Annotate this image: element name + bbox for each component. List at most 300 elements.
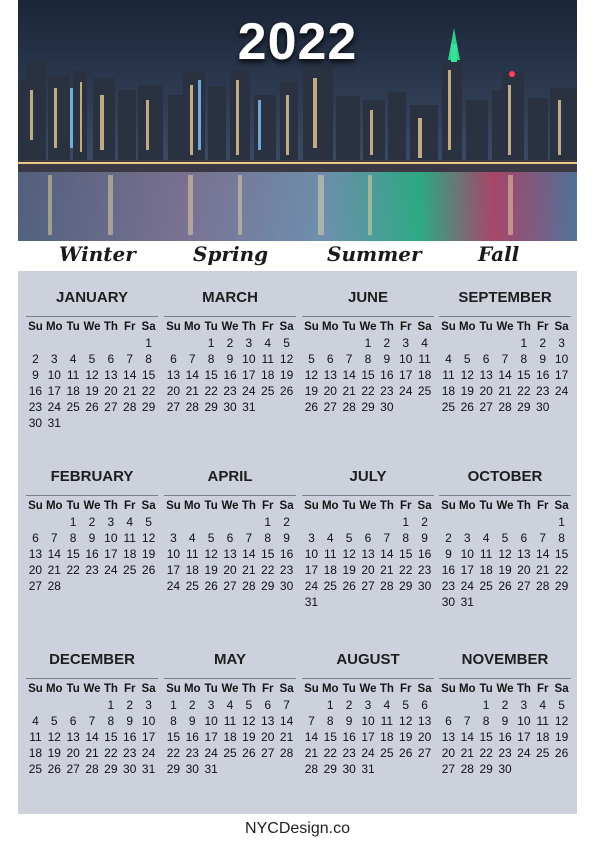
- date-cell: 27: [261, 746, 275, 760]
- date-cell: 3: [402, 336, 410, 350]
- date-cell: 28: [460, 762, 474, 776]
- date-cell: 17: [361, 730, 375, 744]
- date-cell: 1: [402, 515, 410, 529]
- date-cell: 4: [126, 515, 134, 529]
- day-header: Mo: [45, 683, 63, 695]
- date-cell: 26: [204, 579, 218, 593]
- date-cell: 5: [145, 515, 152, 529]
- day-header: Tu: [204, 321, 218, 333]
- date-cell: 26: [279, 384, 294, 398]
- date-cell: 7: [245, 531, 253, 545]
- day-header-row: [26, 495, 158, 512]
- date-cell: 3: [520, 698, 528, 712]
- date-cell: 20: [441, 746, 456, 760]
- date-cell: 21: [304, 746, 319, 760]
- date-cell: 3: [364, 698, 372, 712]
- date-cell: 9: [501, 714, 509, 728]
- day-header: Sa: [417, 683, 432, 695]
- date-cell: 24: [361, 746, 375, 760]
- date-cell: 19: [85, 384, 99, 398]
- date-cell: 12: [204, 547, 218, 561]
- date-cell: 18: [185, 563, 199, 577]
- date-cell: 20: [223, 563, 237, 577]
- date-cell: 13: [104, 368, 118, 382]
- date-cell: 4: [421, 336, 428, 350]
- date-cell: 29: [361, 400, 375, 414]
- date-cell: 20: [323, 384, 337, 398]
- day-header: Mo: [183, 683, 201, 695]
- day-header-row: [302, 495, 434, 512]
- date-cell: 19: [399, 730, 413, 744]
- date-cell: 28: [47, 579, 61, 593]
- date-cell: 5: [207, 531, 215, 545]
- day-header-row: [164, 316, 296, 333]
- date-cell: 19: [498, 563, 512, 577]
- date-cell: 29: [399, 579, 413, 593]
- date-cell: 25: [536, 746, 550, 760]
- date-cell: 9: [421, 531, 428, 545]
- date-cell: 7: [188, 352, 196, 366]
- date-cell: 1: [326, 698, 334, 712]
- date-cell: 2: [421, 515, 428, 529]
- date-cell: 31: [141, 762, 156, 776]
- date-cell: 14: [85, 730, 99, 744]
- date-cell: 18: [223, 730, 237, 744]
- day-header: Fr: [399, 321, 412, 333]
- day-header: Th: [241, 500, 256, 512]
- date-cell: 12: [498, 547, 512, 561]
- date-cell: 16: [85, 547, 99, 561]
- day-header: Mo: [321, 321, 339, 333]
- date-cell: 2: [501, 698, 509, 712]
- date-cell: 26: [304, 400, 319, 414]
- month-name: APRIL: [207, 468, 253, 485]
- date-cell: 30: [441, 595, 456, 609]
- date-cell: 10: [104, 531, 118, 545]
- day-header: Fr: [123, 500, 136, 512]
- date-cell: 28: [498, 400, 512, 414]
- date-cell: 7: [126, 352, 134, 366]
- day-header: Fr: [536, 683, 549, 695]
- date-cell: 1: [520, 336, 528, 350]
- day-header: Mo: [321, 500, 339, 512]
- day-header: Fr: [261, 500, 274, 512]
- date-cell: 27: [223, 579, 237, 593]
- day-header: Mo: [458, 321, 476, 333]
- date-cell: 15: [399, 547, 413, 561]
- date-cell: 31: [460, 595, 474, 609]
- date-cell: 10: [141, 714, 156, 728]
- day-header: Th: [516, 683, 531, 695]
- date-cell: 15: [141, 368, 156, 382]
- day-header: We: [221, 321, 239, 333]
- date-cell: 9: [188, 714, 196, 728]
- date-cell: 11: [66, 368, 80, 382]
- date-cell: 30: [536, 400, 550, 414]
- date-cell: 14: [460, 730, 474, 744]
- date-cell: 16: [279, 547, 294, 561]
- day-header: Mo: [183, 500, 201, 512]
- day-header: We: [221, 500, 239, 512]
- date-cell: 16: [342, 730, 356, 744]
- date-cell: 18: [123, 547, 137, 561]
- date-cell: 30: [342, 762, 356, 776]
- date-cell: 18: [261, 368, 275, 382]
- date-cell: 12: [279, 352, 294, 366]
- date-cell: 15: [104, 730, 118, 744]
- date-cell: 11: [186, 547, 199, 561]
- year-title: 2022: [237, 13, 358, 71]
- day-header: Th: [379, 321, 394, 333]
- date-cell: 15: [204, 368, 218, 382]
- date-cell: 26: [498, 579, 512, 593]
- day-header: Tu: [479, 500, 493, 512]
- date-cell: 19: [279, 368, 294, 382]
- date-cell: 17: [517, 730, 531, 744]
- date-cell: 9: [383, 352, 391, 366]
- date-cell: 2: [188, 698, 196, 712]
- day-header: Sa: [417, 321, 432, 333]
- day-header: Th: [379, 500, 394, 512]
- date-cell: 7: [308, 714, 315, 728]
- day-header: Sa: [141, 683, 156, 695]
- date-cell: 8: [326, 714, 334, 728]
- date-cell: 24: [204, 746, 218, 760]
- date-cell: 2: [126, 698, 134, 712]
- date-cell: 22: [166, 746, 181, 760]
- date-cell: 11: [442, 368, 455, 382]
- date-cell: 1: [145, 336, 152, 350]
- date-cell: 10: [242, 352, 256, 366]
- date-cell: 20: [417, 730, 432, 744]
- day-header: Sa: [554, 683, 569, 695]
- date-cell: 27: [166, 400, 181, 414]
- date-cell: 4: [539, 698, 547, 712]
- date-cell: 24: [47, 400, 61, 414]
- date-cell: 29: [141, 400, 156, 414]
- date-cell: 10: [166, 547, 181, 561]
- day-header: Th: [516, 321, 531, 333]
- date-cell: 13: [261, 714, 275, 728]
- day-header-row: [302, 316, 434, 333]
- date-cell: 22: [479, 746, 493, 760]
- date-cell: 30: [28, 416, 43, 430]
- date-cell: 8: [364, 352, 372, 366]
- date-cell: 15: [166, 730, 181, 744]
- day-header: Sa: [279, 683, 294, 695]
- day-header: Th: [103, 500, 118, 512]
- day-header: Sa: [279, 500, 294, 512]
- date-cell: 2: [88, 515, 96, 529]
- date-cell: 18: [28, 746, 43, 760]
- date-cell: 4: [226, 698, 234, 712]
- date-cell: 1: [482, 698, 490, 712]
- date-cell: 16: [223, 368, 237, 382]
- date-cell: 16: [417, 547, 432, 561]
- date-cell: 26: [141, 563, 156, 577]
- date-cell: 18: [479, 563, 493, 577]
- date-cell: 29: [517, 400, 531, 414]
- date-cell: 12: [47, 730, 61, 744]
- day-header: Fr: [536, 500, 549, 512]
- date-cell: 14: [536, 547, 550, 561]
- date-cell: 16: [123, 730, 137, 744]
- date-cell: 11: [380, 714, 394, 728]
- date-cell: 12: [342, 547, 356, 561]
- date-cell: 8: [520, 352, 528, 366]
- month-name: JUNE: [347, 289, 388, 306]
- date-cell: 30: [498, 762, 512, 776]
- date-cell: 26: [554, 746, 569, 760]
- date-cell: 8: [69, 531, 77, 545]
- date-cell: 21: [380, 563, 394, 577]
- date-cell: 15: [479, 730, 493, 744]
- date-cell: 31: [304, 595, 319, 609]
- date-cell: 28: [279, 746, 294, 760]
- date-cell: 26: [460, 400, 474, 414]
- date-cell: 11: [324, 547, 337, 561]
- date-cell: 13: [166, 368, 181, 382]
- day-header: Sa: [141, 321, 156, 333]
- date-cell: 16: [185, 730, 199, 744]
- date-cell: 6: [69, 714, 77, 728]
- day-header: Mo: [321, 683, 339, 695]
- date-cell: 12: [242, 714, 256, 728]
- date-cell: 29: [261, 579, 275, 593]
- date-cell: 31: [361, 762, 375, 776]
- day-header: Fr: [261, 321, 274, 333]
- date-cell: 23: [498, 746, 512, 760]
- day-header: We: [221, 683, 239, 695]
- date-cell: 16: [498, 730, 512, 744]
- date-cell: 29: [204, 400, 218, 414]
- date-cell: 1: [558, 515, 565, 529]
- date-cell: 10: [460, 547, 474, 561]
- date-cell: 22: [204, 384, 218, 398]
- date-cell: 25: [223, 746, 237, 760]
- date-cell: 11: [536, 714, 549, 728]
- date-cell: 5: [402, 698, 410, 712]
- date-cell: 20: [479, 384, 493, 398]
- date-cell: 14: [304, 730, 319, 744]
- day-header: Tu: [342, 321, 356, 333]
- date-cell: 26: [47, 762, 61, 776]
- date-cell: 8: [207, 352, 215, 366]
- month-name: JANUARY: [56, 289, 128, 306]
- date-cell: 13: [361, 547, 375, 561]
- date-cell: 22: [517, 384, 531, 398]
- date-cell: 6: [482, 352, 490, 366]
- date-cell: 18: [380, 730, 394, 744]
- date-cell: 25: [185, 579, 199, 593]
- date-cell: 31: [47, 416, 61, 430]
- day-header: Th: [103, 683, 118, 695]
- day-header: Tu: [204, 500, 218, 512]
- month-name: FEBRUARY: [50, 468, 134, 485]
- date-cell: 25: [28, 762, 43, 776]
- day-header: Fr: [399, 683, 412, 695]
- day-header: Su: [28, 683, 43, 695]
- date-cell: 17: [204, 730, 218, 744]
- date-cell: 8: [264, 531, 272, 545]
- date-cell: 3: [50, 352, 58, 366]
- date-cell: 7: [88, 714, 96, 728]
- date-cell: 3: [145, 698, 152, 712]
- day-header: We: [83, 683, 101, 695]
- season-fall: Fall: [478, 242, 520, 266]
- date-cell: 24: [304, 579, 319, 593]
- date-cell: 3: [170, 531, 177, 545]
- date-cell: 4: [482, 531, 490, 545]
- date-cell: 14: [498, 368, 512, 382]
- date-cell: 4: [445, 352, 452, 366]
- date-cell: 15: [361, 368, 375, 382]
- day-header: Tu: [66, 683, 80, 695]
- date-cell: 5: [308, 352, 315, 366]
- month-name: AUGUST: [336, 651, 400, 668]
- date-cell: 25: [380, 746, 394, 760]
- date-cell: 14: [185, 368, 199, 382]
- date-cell: 27: [28, 579, 43, 593]
- date-cell: 2: [539, 336, 547, 350]
- date-cell: 23: [279, 563, 294, 577]
- date-cell: 7: [501, 352, 509, 366]
- date-cell: 7: [50, 531, 58, 545]
- date-cell: 6: [421, 698, 428, 712]
- date-cell: 28: [185, 400, 199, 414]
- date-cell: 13: [28, 547, 43, 561]
- day-header-row: [164, 678, 296, 695]
- date-cell: 31: [242, 400, 256, 414]
- day-header: We: [83, 321, 101, 333]
- date-cell: 24: [104, 563, 118, 577]
- month-name: MARCH: [202, 289, 258, 306]
- month-name: OCTOBER: [467, 468, 543, 485]
- day-header: Su: [304, 683, 319, 695]
- date-cell: 19: [460, 384, 474, 398]
- date-cell: 17: [554, 368, 569, 382]
- day-header: Fr: [123, 321, 136, 333]
- date-cell: 15: [323, 730, 337, 744]
- date-cell: 19: [304, 384, 319, 398]
- seasons-row: [18, 241, 577, 271]
- date-cell: 4: [32, 714, 39, 728]
- date-cell: 18: [417, 368, 432, 382]
- day-header: Tu: [342, 500, 356, 512]
- date-cell: 6: [107, 352, 115, 366]
- date-cell: 1: [364, 336, 372, 350]
- date-cell: 7: [383, 531, 391, 545]
- date-cell: 2: [383, 336, 391, 350]
- day-header: Su: [28, 500, 43, 512]
- date-cell: 20: [261, 730, 275, 744]
- date-cell: 4: [383, 698, 391, 712]
- date-cell: 17: [460, 563, 474, 577]
- day-header: Th: [103, 321, 118, 333]
- date-cell: 13: [517, 547, 531, 561]
- day-header: Su: [166, 500, 181, 512]
- date-cell: 2: [445, 531, 452, 545]
- day-header-row: [439, 678, 571, 695]
- date-cell: 17: [141, 730, 156, 744]
- date-cell: 23: [85, 563, 99, 577]
- date-cell: 1: [207, 336, 215, 350]
- date-cell: 16: [441, 563, 456, 577]
- day-header-row: [439, 316, 571, 333]
- day-header: We: [359, 683, 377, 695]
- day-header-row: [26, 678, 158, 695]
- day-header: Su: [28, 321, 43, 333]
- month-name: JULY: [349, 468, 387, 485]
- date-cell: 1: [107, 698, 115, 712]
- date-cell: 28: [123, 400, 137, 414]
- date-cell: 21: [498, 384, 512, 398]
- calendar-panel: [18, 271, 577, 814]
- day-header: Sa: [141, 500, 156, 512]
- day-header: Sa: [554, 500, 569, 512]
- date-cell: 24: [141, 746, 156, 760]
- date-cell: 6: [520, 531, 528, 545]
- day-header: Mo: [45, 500, 63, 512]
- date-cell: 12: [141, 531, 156, 545]
- date-cell: 6: [264, 698, 272, 712]
- date-cell: 21: [536, 563, 550, 577]
- date-cell: 5: [463, 352, 471, 366]
- date-cell: 23: [536, 384, 550, 398]
- date-cell: 25: [323, 579, 337, 593]
- date-cell: 24: [517, 746, 531, 760]
- date-cell: 25: [417, 384, 432, 398]
- day-header: We: [83, 500, 101, 512]
- date-cell: 12: [399, 714, 413, 728]
- date-cell: 22: [554, 563, 569, 577]
- day-header: Fr: [123, 683, 136, 695]
- date-cell: 17: [166, 563, 181, 577]
- date-cell: 12: [85, 368, 99, 382]
- date-cell: 21: [85, 746, 99, 760]
- date-cell: 26: [342, 579, 356, 593]
- date-cell: 23: [28, 400, 43, 414]
- day-header-row: [439, 495, 571, 512]
- date-cell: 4: [69, 352, 77, 366]
- date-cell: 5: [345, 531, 353, 545]
- day-header: Fr: [261, 683, 274, 695]
- day-header: Su: [441, 500, 456, 512]
- date-cell: 21: [47, 563, 61, 577]
- date-cell: 3: [463, 531, 471, 545]
- date-cell: 8: [558, 531, 565, 545]
- date-cell: 19: [342, 563, 356, 577]
- date-cell: 9: [32, 368, 39, 382]
- date-cell: 21: [242, 563, 256, 577]
- date-cell: 17: [242, 368, 256, 382]
- footer-credit: NYCDesign.co: [245, 820, 350, 837]
- date-cell: 11: [479, 547, 493, 561]
- season-spring: Spring: [193, 242, 269, 266]
- date-cell: 17: [104, 547, 118, 561]
- date-cell: 8: [170, 714, 177, 728]
- date-cell: 30: [279, 579, 294, 593]
- day-header: Su: [166, 321, 181, 333]
- date-cell: 26: [399, 746, 413, 760]
- date-cell: 27: [104, 400, 118, 414]
- date-cell: 24: [166, 579, 181, 593]
- day-header: We: [496, 321, 514, 333]
- day-header: Sa: [279, 321, 294, 333]
- date-cell: 20: [361, 563, 375, 577]
- date-cell: 6: [326, 352, 334, 366]
- date-cell: 14: [279, 714, 294, 728]
